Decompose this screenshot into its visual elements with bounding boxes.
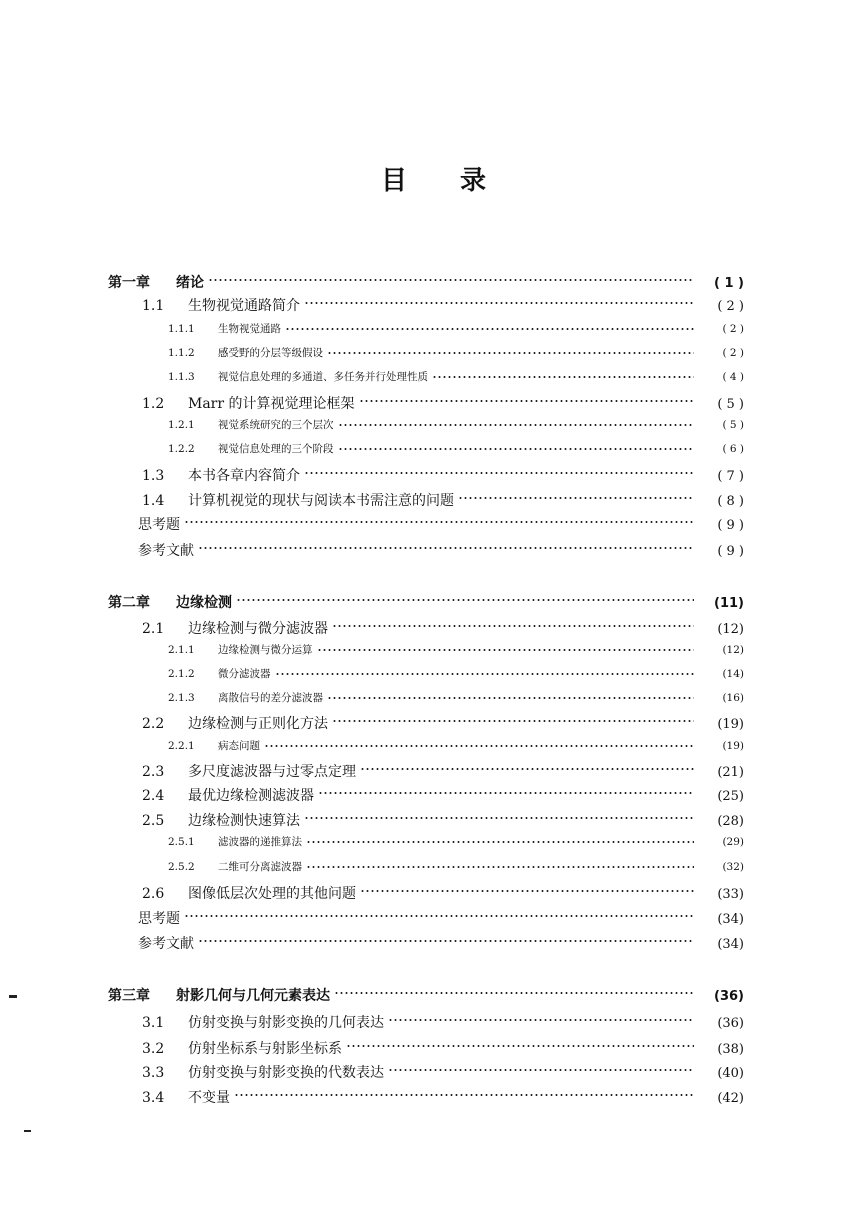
dot-leader bbox=[198, 939, 694, 943]
toc-number: 2.1.3 bbox=[168, 692, 195, 704]
toc-page-number: (36) bbox=[717, 1016, 744, 1031]
dot-leader bbox=[388, 1068, 694, 1072]
toc-number: 1.1.1 bbox=[168, 323, 195, 335]
toc-page-number: ( 1 ) bbox=[714, 276, 744, 291]
toc-page-number: (12) bbox=[722, 644, 744, 656]
toc-page-number: (34) bbox=[717, 912, 744, 927]
scan-speck bbox=[24, 1130, 31, 1132]
dot-leader bbox=[236, 598, 694, 602]
dot-leader bbox=[304, 816, 694, 820]
toc-number: 2.1 bbox=[142, 621, 165, 637]
toc-title: 参考文献 bbox=[138, 543, 194, 559]
toc-subsection[interactable] bbox=[168, 834, 744, 854]
toc-page-number: (34) bbox=[717, 937, 744, 952]
toc-title: 视觉信息处理的三个阶段 bbox=[218, 443, 334, 455]
dot-leader bbox=[184, 914, 694, 918]
toc-page-number: (12) bbox=[717, 622, 744, 637]
toc-page-number: (19) bbox=[717, 717, 744, 732]
toc-page-number: ( 7 ) bbox=[717, 469, 744, 484]
toc-title: 计算机视觉的现状与阅读本书需注意的问题 bbox=[188, 493, 454, 509]
dot-leader bbox=[346, 1044, 694, 1048]
toc-section[interactable] bbox=[142, 295, 744, 315]
dot-leader bbox=[318, 791, 694, 795]
toc-title: 射影几何与几何元素表达 bbox=[176, 988, 330, 1004]
toc-subsection[interactable] bbox=[168, 666, 744, 686]
toc-section[interactable] bbox=[142, 761, 744, 781]
toc-number: 3.2 bbox=[142, 1041, 165, 1057]
toc-page-number: (28) bbox=[717, 814, 744, 829]
dot-leader bbox=[317, 648, 695, 652]
toc-title: 离散信号的差分滤波器 bbox=[218, 692, 323, 704]
toc-subsection[interactable] bbox=[168, 441, 744, 461]
toc-title: 仿射变换与射影变换的代数表达 bbox=[188, 1065, 384, 1081]
toc-page-number: ( 2 ) bbox=[722, 347, 744, 359]
toc-section[interactable] bbox=[142, 1012, 744, 1032]
toc-number: 第二章 bbox=[108, 595, 150, 611]
dot-leader bbox=[359, 399, 694, 403]
toc-number: 2.1.2 bbox=[168, 668, 195, 680]
toc-number: 1.2.2 bbox=[168, 443, 195, 455]
toc-section[interactable] bbox=[142, 393, 744, 413]
title-char-2: 录 bbox=[460, 166, 488, 196]
toc-page-number: (32) bbox=[722, 861, 744, 873]
toc-title: 多尺度滤波器与过零点定理 bbox=[188, 764, 356, 780]
toc-title: 本书各章内容简介 bbox=[188, 468, 300, 484]
dot-leader bbox=[264, 744, 694, 748]
dot-leader bbox=[388, 1018, 694, 1022]
toc-page-number: ( 9 ) bbox=[717, 518, 744, 533]
toc-number: 2.2 bbox=[142, 716, 165, 732]
toc-subsection[interactable] bbox=[168, 859, 744, 879]
dot-leader bbox=[332, 624, 694, 628]
toc-page-number: (36) bbox=[714, 989, 744, 1004]
dot-leader bbox=[334, 991, 694, 995]
dot-leader bbox=[208, 278, 694, 282]
toc-title: 不变量 bbox=[188, 1090, 230, 1106]
toc-subsection[interactable] bbox=[168, 345, 744, 365]
toc-section[interactable] bbox=[142, 490, 744, 510]
toc-page-number: (14) bbox=[722, 668, 744, 680]
dot-leader bbox=[360, 889, 694, 893]
dot-leader bbox=[306, 840, 694, 844]
scan-speck bbox=[9, 995, 17, 998]
toc-title: 感受野的分层等级假设 bbox=[218, 347, 323, 359]
toc-title: 思考题 bbox=[138, 517, 180, 533]
toc-page-number: ( 9 ) bbox=[717, 544, 744, 559]
toc-number: 2.3 bbox=[142, 764, 165, 780]
toc-number: 3.3 bbox=[142, 1065, 165, 1081]
toc-section[interactable] bbox=[142, 883, 744, 903]
toc-entry[interactable] bbox=[138, 908, 744, 928]
dot-leader bbox=[275, 672, 695, 676]
toc-page-number: (40) bbox=[717, 1066, 744, 1081]
toc-title: 参考文献 bbox=[138, 936, 194, 952]
dot-leader bbox=[234, 1093, 694, 1097]
dot-leader bbox=[306, 865, 694, 869]
toc-section[interactable] bbox=[142, 810, 744, 830]
dot-leader bbox=[332, 719, 694, 723]
toc-entry[interactable] bbox=[138, 540, 744, 560]
toc-page-number: (38) bbox=[717, 1042, 744, 1057]
toc-page-number: (29) bbox=[722, 836, 744, 848]
dot-leader bbox=[184, 520, 694, 524]
toc-section[interactable] bbox=[142, 618, 744, 638]
toc-subsection[interactable] bbox=[168, 321, 744, 341]
toc-section[interactable] bbox=[142, 713, 744, 733]
toc-title: 视觉系统研究的三个层次 bbox=[218, 419, 334, 431]
dot-leader bbox=[338, 447, 695, 451]
toc-entry[interactable] bbox=[138, 933, 744, 953]
toc-page-number: (42) bbox=[717, 1091, 744, 1106]
toc-page-number: ( 8 ) bbox=[717, 494, 744, 509]
toc-title: 边缘检测快速算法 bbox=[188, 813, 300, 829]
dot-leader bbox=[327, 696, 694, 700]
toc-number: 2.5.1 bbox=[168, 836, 195, 848]
toc-number: 第三章 bbox=[108, 988, 150, 1004]
dot-leader bbox=[458, 496, 694, 500]
toc-subsection[interactable] bbox=[168, 690, 744, 710]
toc-number: 2.6 bbox=[142, 886, 165, 902]
dot-leader bbox=[432, 375, 694, 379]
toc-number: 1.1.3 bbox=[168, 371, 195, 383]
title-char-1: 目 bbox=[380, 166, 408, 196]
toc-title: 视觉信息处理的多通道、多任务并行处理性质 bbox=[218, 371, 428, 383]
toc-number: 1.2.1 bbox=[168, 419, 195, 431]
toc-page-number: ( 6 ) bbox=[722, 443, 744, 455]
toc-page-number: ( 5 ) bbox=[722, 419, 744, 431]
toc-number: 2.1.1 bbox=[168, 644, 195, 656]
toc-subsection[interactable] bbox=[168, 369, 744, 389]
toc-number: 2.5 bbox=[142, 813, 165, 829]
toc-page-number: ( 2 ) bbox=[722, 323, 744, 335]
toc-number: 1.3 bbox=[142, 468, 165, 484]
dot-leader bbox=[327, 351, 694, 355]
toc-section[interactable] bbox=[142, 1038, 744, 1058]
toc-page-number: (19) bbox=[722, 740, 744, 752]
toc-page-number: (11) bbox=[714, 596, 744, 611]
toc-title: 图像低层次处理的其他问题 bbox=[188, 886, 356, 902]
dot-leader bbox=[360, 767, 694, 771]
toc-title: 边缘检测与正则化方法 bbox=[188, 716, 328, 732]
toc-number: 2.2.1 bbox=[168, 740, 195, 752]
toc-chapter[interactable] bbox=[108, 985, 744, 1005]
toc-page-number: ( 2 ) bbox=[717, 299, 744, 314]
toc-title: 思考题 bbox=[138, 911, 180, 927]
toc-number: 1.4 bbox=[142, 493, 165, 509]
toc-title: 边缘检测与微分运算 bbox=[218, 644, 313, 656]
dot-leader bbox=[198, 546, 694, 550]
toc-title: 边缘检测与微分滤波器 bbox=[188, 621, 328, 637]
toc-entry[interactable] bbox=[138, 514, 744, 534]
toc-title: 二维可分离滤波器 bbox=[218, 861, 302, 873]
toc-title: 生物视觉通路 bbox=[218, 323, 281, 335]
toc-number: 1.1 bbox=[142, 298, 165, 314]
toc-title: 病态问题 bbox=[218, 740, 260, 752]
toc-number: 3.1 bbox=[142, 1015, 165, 1031]
toc-page-number: (16) bbox=[722, 692, 744, 704]
dot-leader bbox=[338, 423, 695, 427]
toc-subsection[interactable] bbox=[168, 417, 744, 437]
toc-page-number: (21) bbox=[717, 765, 744, 780]
toc-title: 滤波器的递推算法 bbox=[218, 836, 302, 848]
toc-title: 边缘检测 bbox=[176, 595, 232, 611]
toc-number: 3.4 bbox=[142, 1090, 165, 1106]
toc-number: 2.5.2 bbox=[168, 861, 195, 873]
toc-title: 仿射变换与射影变换的几何表达 bbox=[188, 1015, 384, 1031]
toc-page-number: ( 4 ) bbox=[722, 371, 744, 383]
toc-chapter[interactable] bbox=[108, 592, 744, 612]
toc-section[interactable] bbox=[142, 1062, 744, 1082]
toc-title: 最优边缘检测滤波器 bbox=[188, 788, 314, 804]
page-title bbox=[0, 160, 868, 197]
toc-section[interactable] bbox=[142, 1087, 744, 1107]
toc-page-number: ( 5 ) bbox=[717, 397, 744, 412]
toc-page-number: (25) bbox=[717, 789, 744, 804]
toc-section[interactable] bbox=[142, 465, 744, 485]
toc-title: 微分滤波器 bbox=[218, 668, 271, 680]
toc-title: 生物视觉通路简介 bbox=[188, 298, 300, 314]
dot-leader bbox=[304, 301, 694, 305]
toc-page-number: (33) bbox=[717, 887, 744, 902]
toc-title: 绪论 bbox=[176, 275, 204, 291]
toc-chapter[interactable] bbox=[108, 272, 744, 292]
toc-number: 2.4 bbox=[142, 788, 165, 804]
toc-title: Marr 的计算视觉理论框架 bbox=[188, 396, 355, 412]
dot-leader bbox=[304, 471, 694, 475]
dot-leader bbox=[285, 327, 694, 331]
toc-section[interactable] bbox=[142, 785, 744, 805]
toc-number: 1.1.2 bbox=[168, 347, 195, 359]
toc-title: 仿射坐标系与射影坐标系 bbox=[188, 1041, 342, 1057]
toc-number: 1.2 bbox=[142, 396, 165, 412]
toc-subsection[interactable] bbox=[168, 642, 744, 662]
toc-subsection[interactable] bbox=[168, 738, 744, 758]
toc-number: 第一章 bbox=[108, 275, 150, 291]
